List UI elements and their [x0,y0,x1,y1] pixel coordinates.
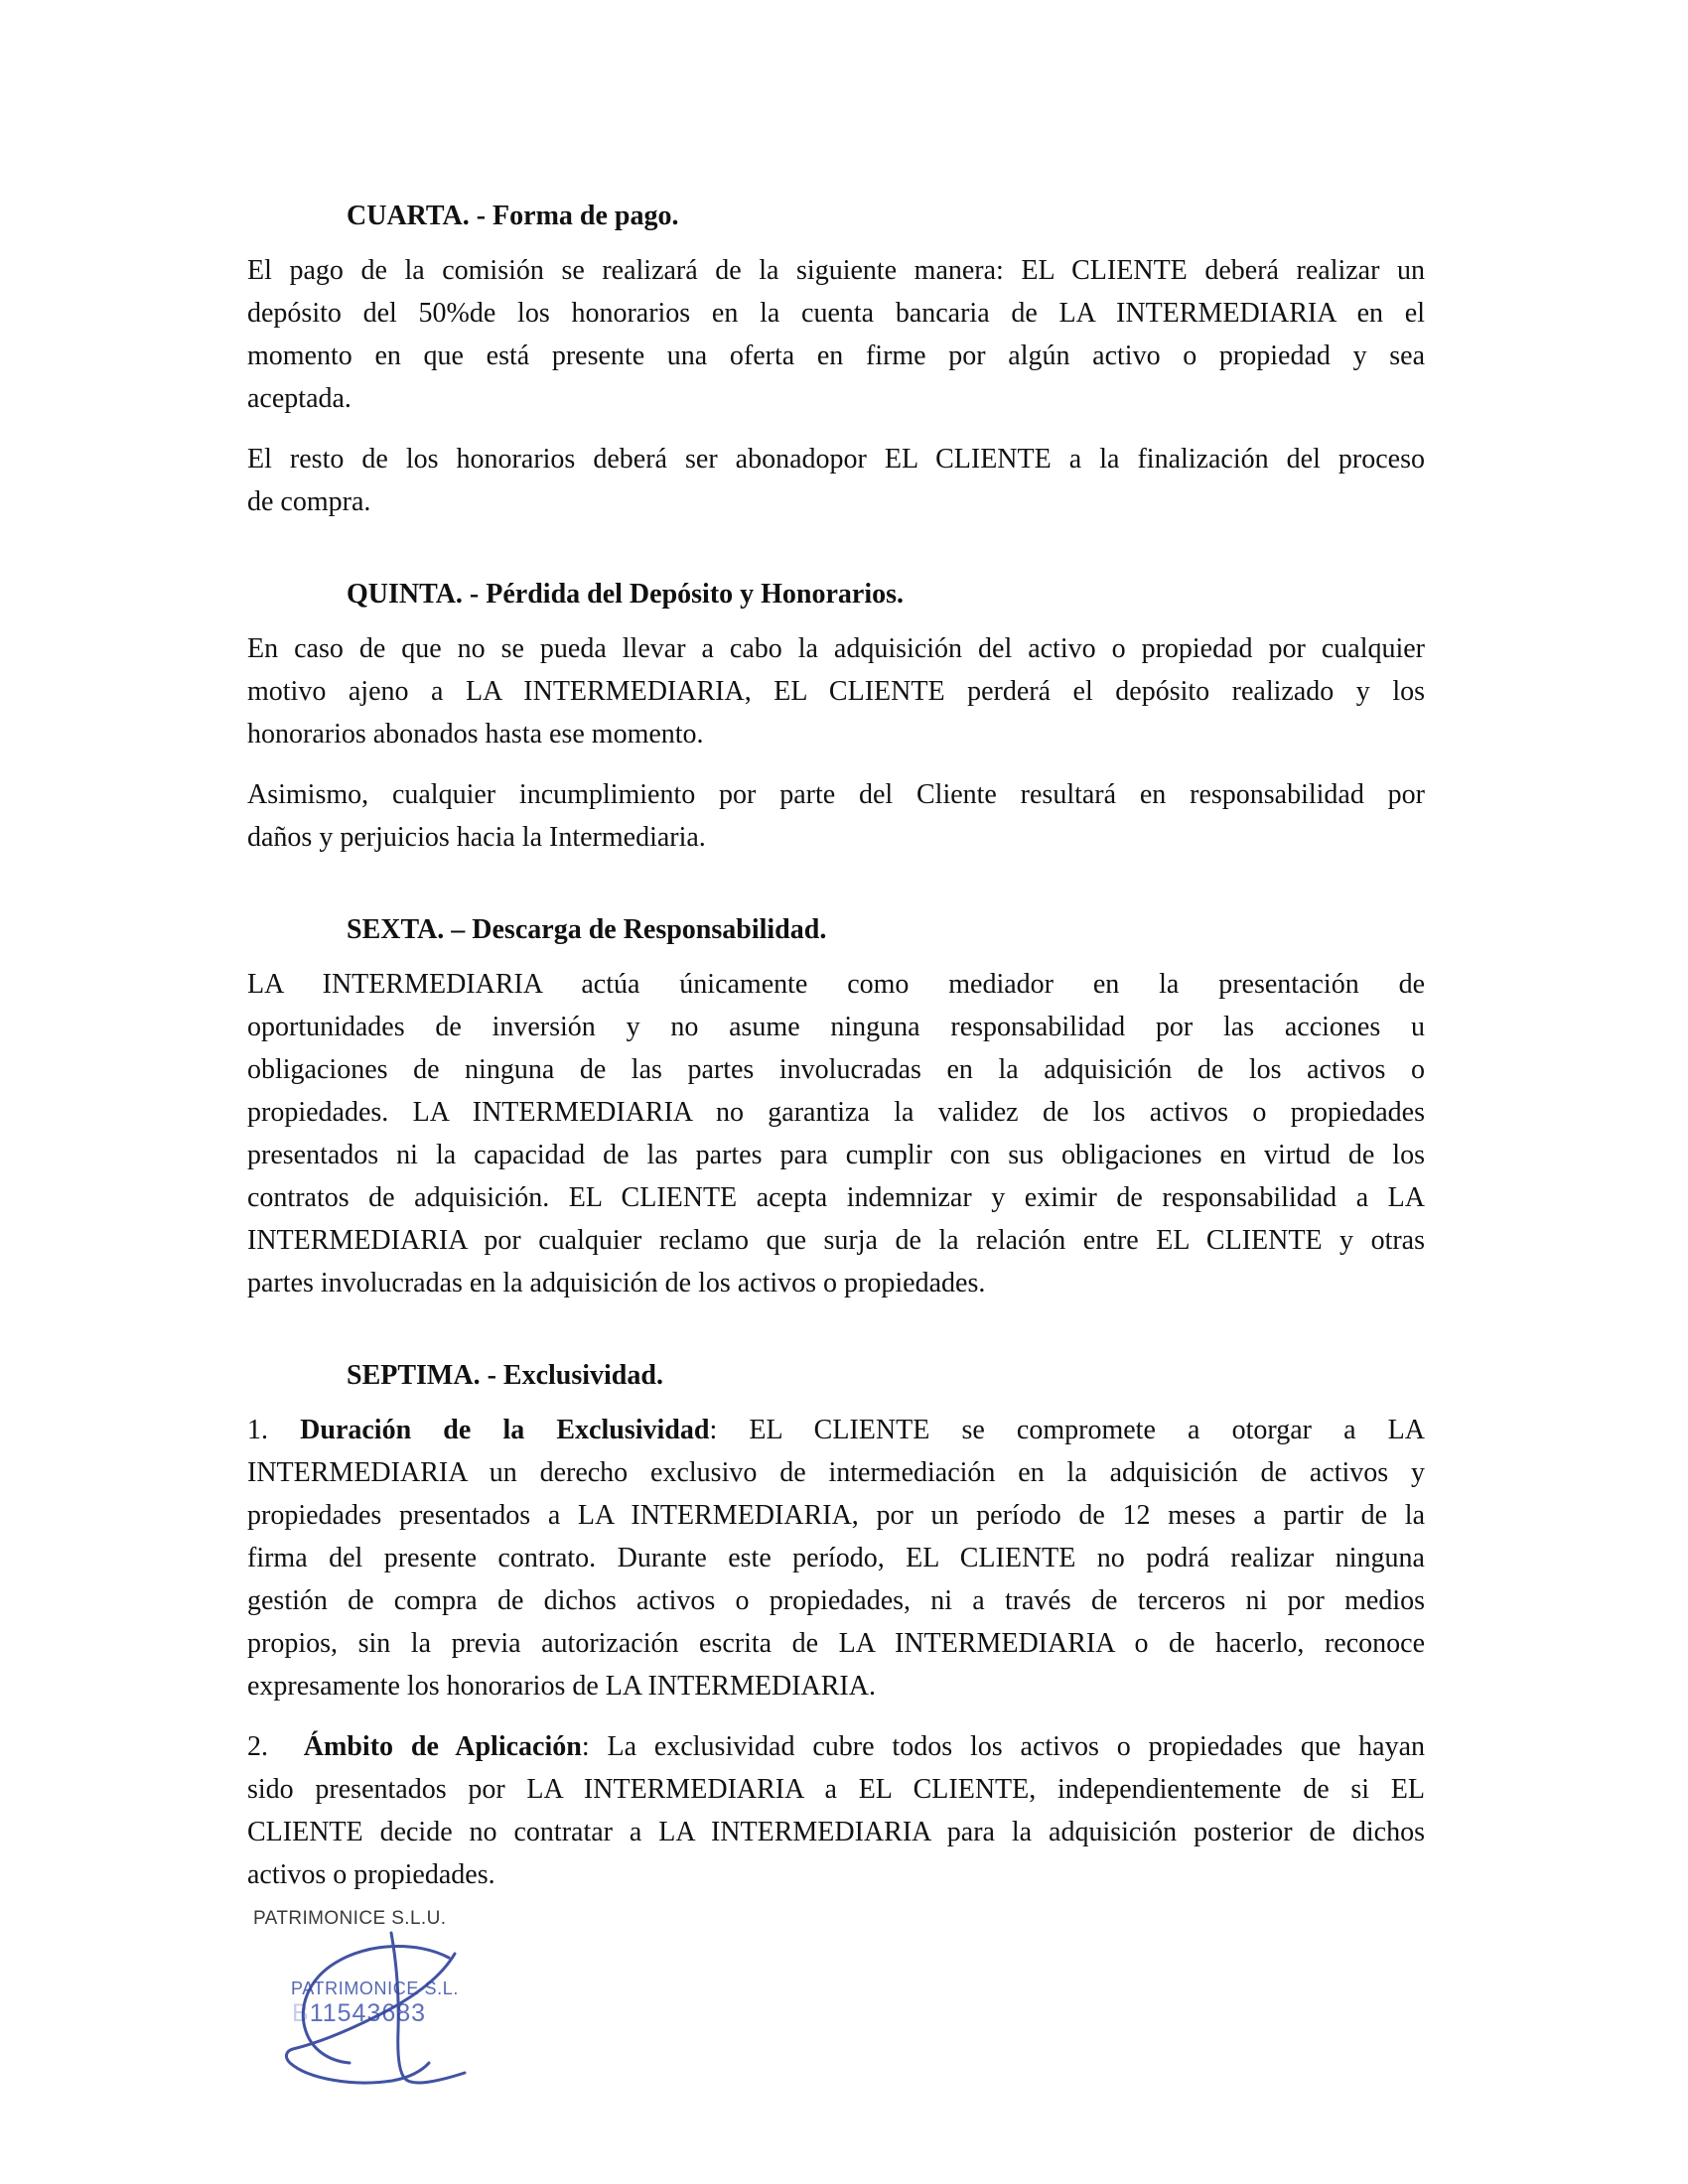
paragraph-line [247,1537,1425,1579]
paragraph-line [247,1409,1425,1451]
paragraph-line [247,1725,1425,1768]
paragraph-line [247,1262,1425,1304]
paragraph-line [247,1006,1425,1048]
text-segment: obligaciones de ninguna de las partes involucradas en la adquisición de los activos o [247,1054,1425,1085]
section-heading: QUINTA. - Pérdida del Depósito y Honorarios. [347,579,905,610]
stamp-cif-prefix: B [292,1999,310,2027]
stamp-company-name: PATRIMONICE S.L. [291,1979,459,1998]
paragraph-line [247,1134,1425,1176]
text-segment: partes involucradas en la adquisición de los activos o propiedades. [247,1268,986,1298]
text-segment: : La exclusividad cubre todos los activos o propiedades que hayan [581,1731,1426,1762]
section-heading: SEPTIMA. - Exclusividad. [347,1360,663,1391]
printed-company-name: PATRIMONICE S.L.U. [253,1908,447,1929]
text-segment: depósito del 50%de los honorarios en la cuenta bancaria de LA INTERMEDIARIA en el [247,298,1425,329]
paragraph-line [247,249,1425,292]
paragraph-line [247,713,1425,755]
paragraph-line [247,1219,1425,1262]
paragraph [247,1725,1425,1896]
signature-diagonal-stroke [286,1954,455,2083]
text-segment: LA INTERMEDIARIA actúa únicamente como mediador en la presentación de [247,969,1425,1000]
text-segment: El resto de los honorarios deberá ser abonadopor EL CLIENTE a la finalización del proceso [247,444,1425,475]
paragraph [247,1409,1425,1707]
paragraph-line [247,377,1425,420]
text-segment: Asimismo, cualquier incumplimiento por parte del Cliente resultará en responsabilidad por [247,779,1425,810]
paragraph-line [247,480,1425,523]
signature-loop-stroke [303,1947,449,2063]
text-segment: de compra. [247,486,371,517]
paragraph-line [247,627,1425,670]
text-segment: 1. [247,1415,301,1445]
document-body [247,195,1425,1914]
text-segment: propios, sin la previa autorización escrita de LA INTERMEDIARIA o de hacerlo, reconoce [247,1628,1425,1659]
text-segment: firma del presente contrato. Durante este período, EL CLIENTE no podrá realizar ninguna [247,1543,1425,1573]
paragraph-line [247,1176,1425,1219]
paragraph-line [247,292,1425,335]
section-heading: SEXTA. – Descarga de Responsabilidad. [347,914,827,945]
signature-vertical-stroke [391,1933,465,2083]
text-segment: propiedades presentados a LA INTERMEDIARIA, por un período de 12 meses a partir de la [247,1500,1425,1531]
text-segment: El pago de la comisión se realizará de la siguiente manera: EL CLIENTE deberá realizar un [247,255,1425,286]
text-segment: gestión de compra de dichos activos o propiedades, ni a través de terceros ni por medios [247,1585,1425,1616]
paragraph-line [247,1811,1425,1853]
text-segment: honorarios abonados hasta ese momento. [247,719,704,750]
text-segment: CLIENTE decide no contratar a LA INTERMEDIARIA para la adquisición posterior de dichos [247,1817,1425,1847]
paragraph-line [247,963,1425,1006]
paragraph-line [247,1091,1425,1134]
paragraph-line [247,1579,1425,1622]
paragraph-line [247,1494,1425,1537]
text-segment: INTERMEDIARIA un derecho exclusivo de intermediación en la adquisición de activos y [247,1457,1425,1488]
text-segment-bold: Ámbito de Aplicación [303,1731,582,1762]
paragraph-line [247,335,1425,377]
text-segment: En caso de que no se pueda llevar a cabo la adquisición del activo o propiedad por cualquier [247,633,1425,664]
text-segment: : EL CLIENTE se compromete a otorgar a LA [709,1415,1425,1445]
paragraph-line [247,1665,1425,1707]
paragraph-line [247,670,1425,713]
text-segment: sido presentados por LA INTERMEDIARIA a EL CLIENTE, independientemente de si EL [247,1774,1425,1805]
text-segment: activos o propiedades. [247,1859,495,1890]
text-segment: motivo ajeno a LA INTERMEDIARIA, EL CLIENTE perderá el depósito realizado y los [247,676,1425,707]
text-segment: expresamente los honorarios de LA INTERMEDIARIA. [247,1671,876,1702]
paragraph-line [247,773,1425,816]
text-segment: momento en que está presente una oferta en firme por algún activo o propiedad y sea [247,341,1425,371]
stamp-cif-number [292,1999,426,2028]
text-segment: propiedades. LA INTERMEDIARIA no garantiza la validez de los activos o propiedades [247,1097,1425,1128]
text-segment: oportunidades de inversión y no asume ninguna responsabilidad por las acciones u [247,1012,1425,1042]
text-segment: daños y perjuicios hacia la Intermediaria. [247,822,706,853]
text-segment: aceptada. [247,383,352,414]
text-segment-bold: Duración de la Exclusividad [300,1415,710,1445]
handwritten-signature-icon [228,1921,506,2110]
paragraph [247,773,1425,859]
paragraph-line [247,438,1425,480]
paragraph-line [247,1853,1425,1896]
paragraph [247,627,1425,755]
paragraph-line [247,816,1425,859]
paragraph [247,963,1425,1304]
text-segment: presentados ni la capacidad de las partes para cumplir con sus obligaciones en virtud de los [247,1140,1425,1170]
paragraph [247,438,1425,523]
text-segment: contratos de adquisición. EL CLIENTE acepta indemnizar y eximir de responsabilidad a LA [247,1182,1425,1213]
paragraph-line [247,1048,1425,1091]
stamp-cif-digits: 11543683 [309,1999,427,2027]
section-heading: CUARTA. - Forma de pago. [347,201,679,231]
text-segment: 2. [247,1731,304,1762]
paragraph [247,249,1425,420]
paragraph-line [247,1451,1425,1494]
paragraph-line [247,1768,1425,1811]
text-segment: INTERMEDIARIA por cualquier reclamo que surja de la relación entre EL CLIENTE y otras [247,1225,1425,1256]
paragraph-line [247,1622,1425,1665]
